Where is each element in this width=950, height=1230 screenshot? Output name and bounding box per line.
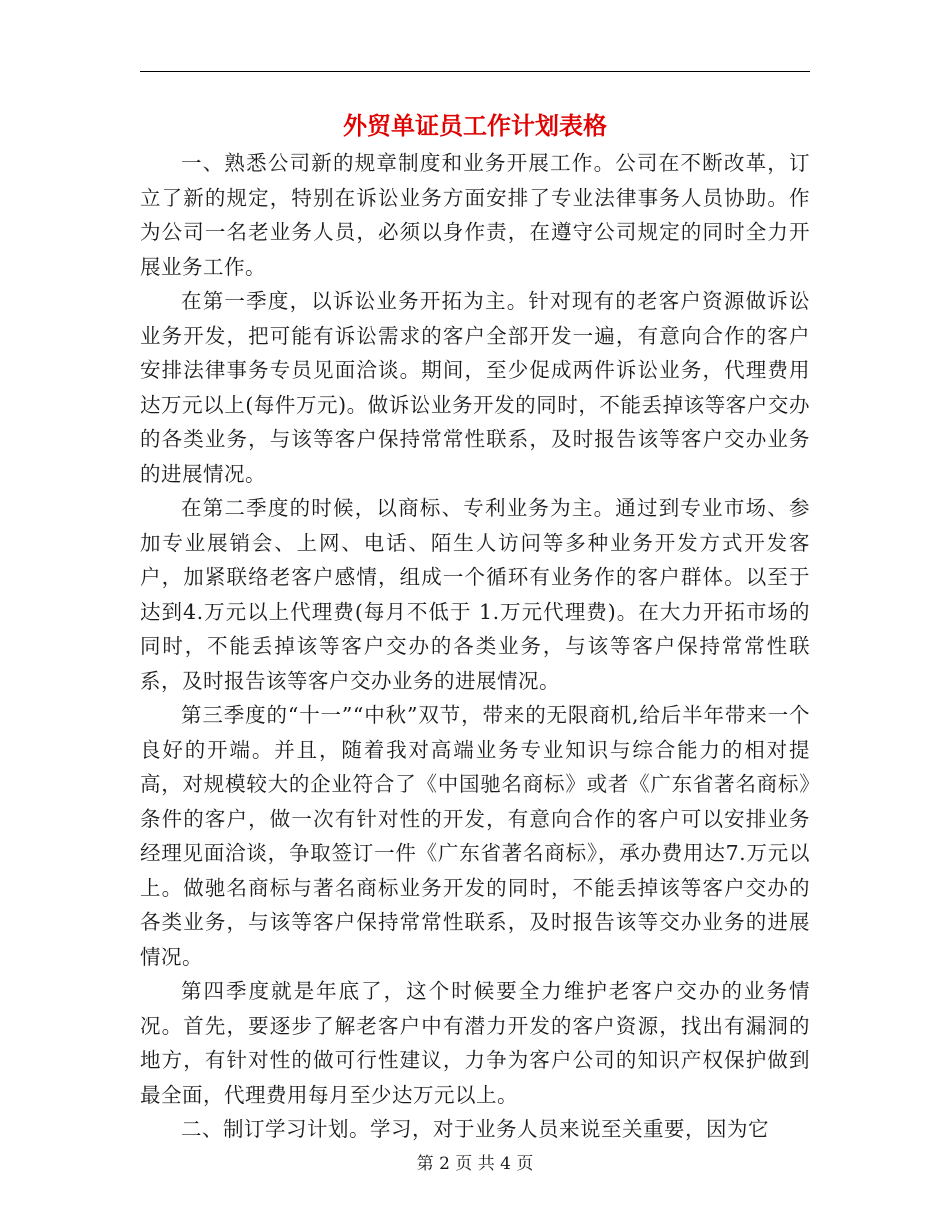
header-rule	[140, 71, 810, 72]
document-body	[140, 146, 810, 1147]
paragraph-section-one: 一、熟悉公司新的规章制度和业务开展工作。公司在不断改革，订立了新的规定，特别在诉讼业务方面安排了专业法律事务人员协助。作为公司一名老业务人员，必须以身作责，在遵守公司规定的同时全力开展业务工作。	[140, 151, 810, 279]
paragraph-q2: 在第二季度的时候，以商标、专利业务为主。通过到专业市场、参加专业展销会、上网、电话、陌生人访问等多种业务开发方式开发客户，加紧联络老客户感情，组成一个循环有业务作的客户群体。以至于达到4.万元以上代理费(每月不低于 1.万元代理费)。在大力开拓市场的同时，不能丢掉该等客户交办的各类业务，与该等客户保持常常性联系，及时报告该等客户交办业务的进展情况。	[140, 496, 810, 693]
paragraph-q3: 第三季度的“十一”“中秋”双节，带来的无限商机,给后半年带来一个良好的开端。并且，随着我对高端业务专业知识与综合能力的相对提高，对规模较大的企业符合了《中国驰名商标》或者《广东省著名商标》条件的客户，做一次有针对性的开发，有意向合作的客户可以安排业务经理见面洽谈，争取签订一件《广东省著名商标》，承办费用达7.万元以上。做驰名商标与著名商标业务开发的同时，不能丢掉该等客户交办的各类业务，与该等客户保持常常性联系，及时报告该等交办业务的进展情况。	[140, 703, 810, 969]
paragraph-q1: 在第一季度，以诉讼业务开拓为主。针对现有的老客户资源做诉讼业务开发，把可能有诉讼需求的客户全部开发一遍，有意向合作的客户安排法律事务专员见面洽谈。期间，至少促成两件诉讼业务，代理费用达万元以上(每件万元)。做诉讼业务开发的同时，不能丢掉该等客户交办的各类业务，与该等客户保持常常性联系，及时报告该等客户交办业务的进展情况。	[140, 289, 810, 486]
paragraph-q4: 第四季度就是年底了，这个时候要全力维护老客户交办的业务情况。首先，要逐步了解老客户中有潜力开发的客户资源，找出有漏洞的地方，有针对性的做可行性建议，力争为客户公司的知识产权保护做到最全面，代理费用每月至少达万元以上。	[140, 979, 810, 1107]
paragraph-section-two: 二、制订学习计划。学习，对于业务人员来说至关重要，因为它	[181, 1117, 769, 1141]
document-title: 外贸单证员工作计划表格	[343, 112, 607, 140]
page-number-footer: 第 2 页 共 4 页	[416, 1154, 534, 1174]
